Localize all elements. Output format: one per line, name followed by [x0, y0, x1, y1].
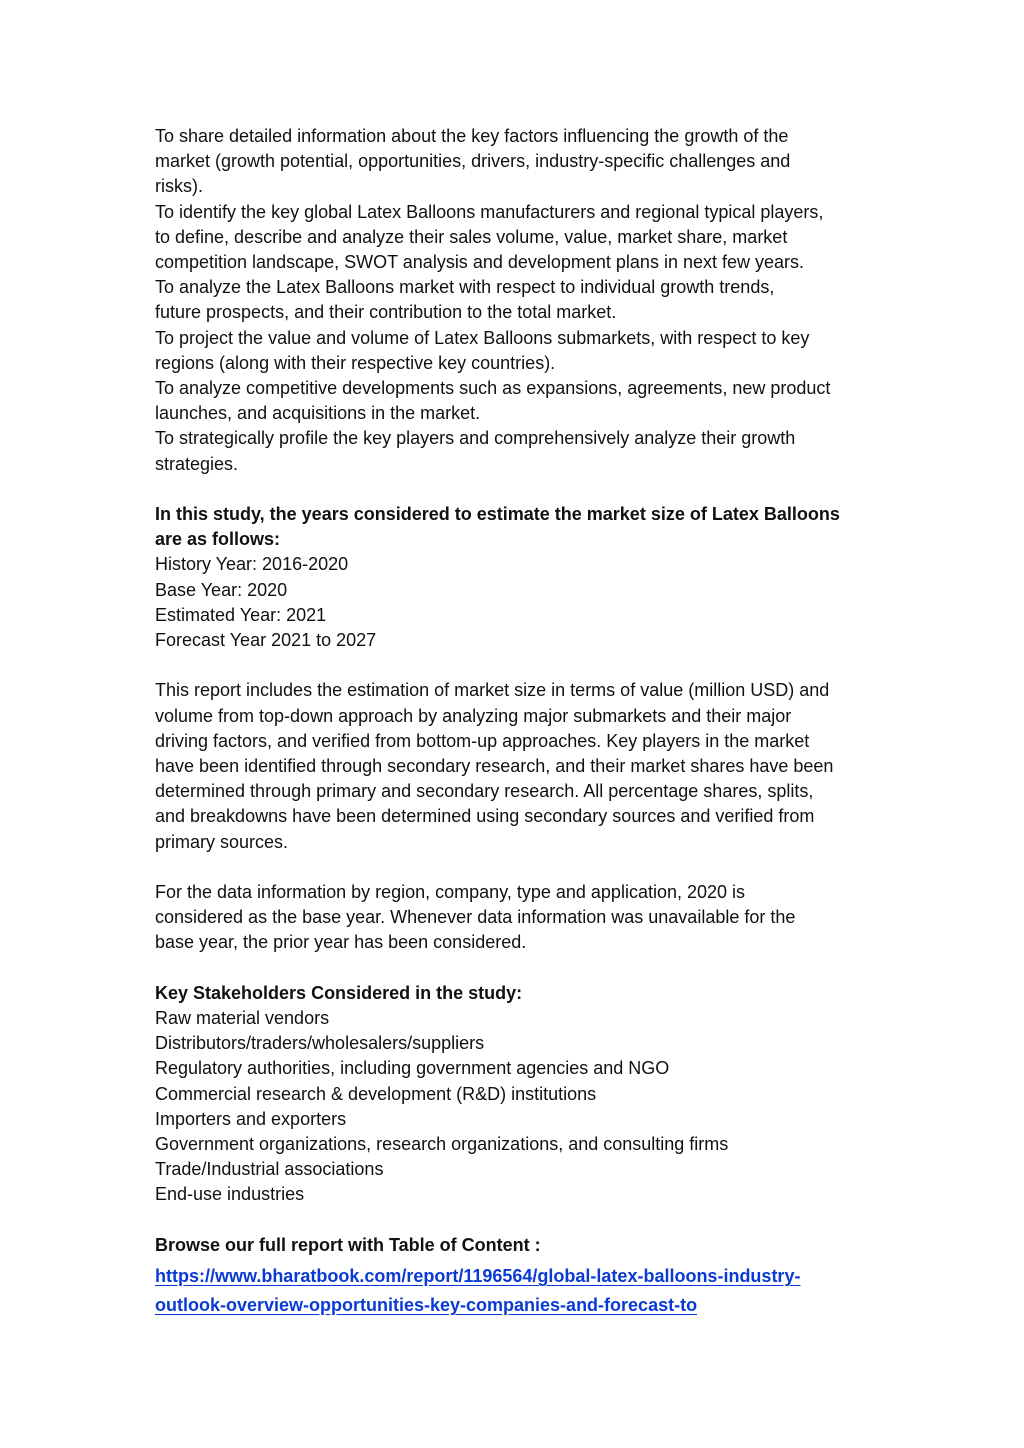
history-year: History Year: 2016-2020 — [155, 554, 349, 575]
text-line: To identify the key global Latex Balloons manufacturers and regional typical players, — [155, 201, 824, 222]
stakeholder-item: Government organizations, research organizations, and consulting firms — [155, 1134, 729, 1155]
text-line: have been identified through secondary research, and their market shares have been — [155, 756, 834, 777]
browse-heading: Browse our full report with Table of Content : — [155, 1234, 541, 1255]
forecast-year: Forecast Year 2021 to 2027 — [155, 630, 377, 651]
paragraph-gap — [155, 477, 885, 502]
stakeholder-item: Commercial research & development (R&D) institutions — [155, 1083, 597, 1104]
text-line: regions (along with their respective key countries). — [155, 352, 556, 373]
text-line: to define, describe and analyze their sales volume, value, market share, market — [155, 226, 788, 247]
study-years-heading: In this study, the years considered to estimate the market size of Latex Balloons — [155, 504, 840, 525]
text-line: strategies. — [155, 453, 239, 474]
text-line: For the data information by region, company, type and application, 2020 is — [155, 882, 746, 903]
paragraph-gap — [155, 855, 885, 880]
text-line: and breakdowns have been determined using secondary sources and verified from — [155, 806, 815, 827]
text-line: risks). — [155, 176, 203, 197]
text-line: To share detailed information about the key factors influencing the growth of the — [155, 126, 789, 146]
text-line: driving factors, and verified from bottom-up approaches. Key players in the market — [155, 730, 810, 751]
text-line: To project the value and volume of Latex Balloons submarkets, with respect to key — [155, 327, 810, 348]
study-years-heading: are as follows: — [155, 529, 281, 550]
text-line: base year, the prior year has been considered. — [155, 932, 527, 953]
paragraph-gap — [155, 653, 885, 678]
objectives-section — [155, 124, 885, 477]
text-line: This report includes the estimation of market size in terms of value (million USD) and — [155, 680, 830, 701]
paragraph-gap — [155, 1208, 885, 1233]
report-link-line[interactable]: outlook-overview-opportunities-key-companies-and-forecast-to — [155, 1295, 698, 1316]
stakeholder-item: Regulatory authorities, including government agencies and NGO — [155, 1058, 670, 1079]
text-line: primary sources. — [155, 831, 289, 852]
text-line: future prospects, and their contribution to the total market. — [155, 302, 617, 323]
stakeholder-item: Importers and exporters — [155, 1108, 347, 1129]
base-year-note-section — [155, 880, 885, 956]
text-line: launches, and acquisitions in the market. — [155, 403, 481, 424]
base-year: Base Year: 2020 — [155, 579, 288, 600]
text-line: To strategically profile the key players and comprehensively analyze their growth — [155, 428, 796, 449]
study-years-section — [155, 502, 885, 653]
stakeholder-item: Raw material vendors — [155, 1008, 330, 1029]
report-link-line[interactable]: https://www.bharatbook.com/report/1196564/global-latex-balloons-industry- — [155, 1266, 801, 1287]
text-line: competition landscape, SWOT analysis and development plans in next few years. — [155, 252, 805, 273]
text-line: To analyze the Latex Balloons market with respect to individual growth trends, — [155, 277, 775, 298]
text-line: market (growth potential, opportunities, drivers, industry-specific challenges and — [155, 151, 791, 172]
stakeholders-section — [155, 981, 885, 1208]
estimated-year: Estimated Year: 2021 — [155, 604, 327, 625]
report-link[interactable] — [155, 1262, 885, 1320]
text-line: determined through primary and secondary research. All percentage shares, splits, — [155, 781, 814, 802]
stakeholder-item: End-use industries — [155, 1184, 305, 1205]
text-line: considered as the base year. Whenever data information was unavailable for the — [155, 907, 796, 928]
stakeholder-item: Distributors/traders/wholesalers/suppliers — [155, 1033, 485, 1054]
methodology-section — [155, 678, 885, 854]
document-page — [155, 124, 885, 1320]
stakeholder-item: Trade/Industrial associations — [155, 1159, 384, 1180]
stakeholders-heading: Key Stakeholders Considered in the study: — [155, 982, 523, 1003]
text-line: volume from top-down approach by analyzing major submarkets and their major — [155, 705, 792, 726]
text-line: To analyze competitive developments such as expansions, agreements, new product — [155, 378, 831, 399]
paragraph-gap — [155, 956, 885, 981]
browse-section — [155, 1233, 885, 1320]
